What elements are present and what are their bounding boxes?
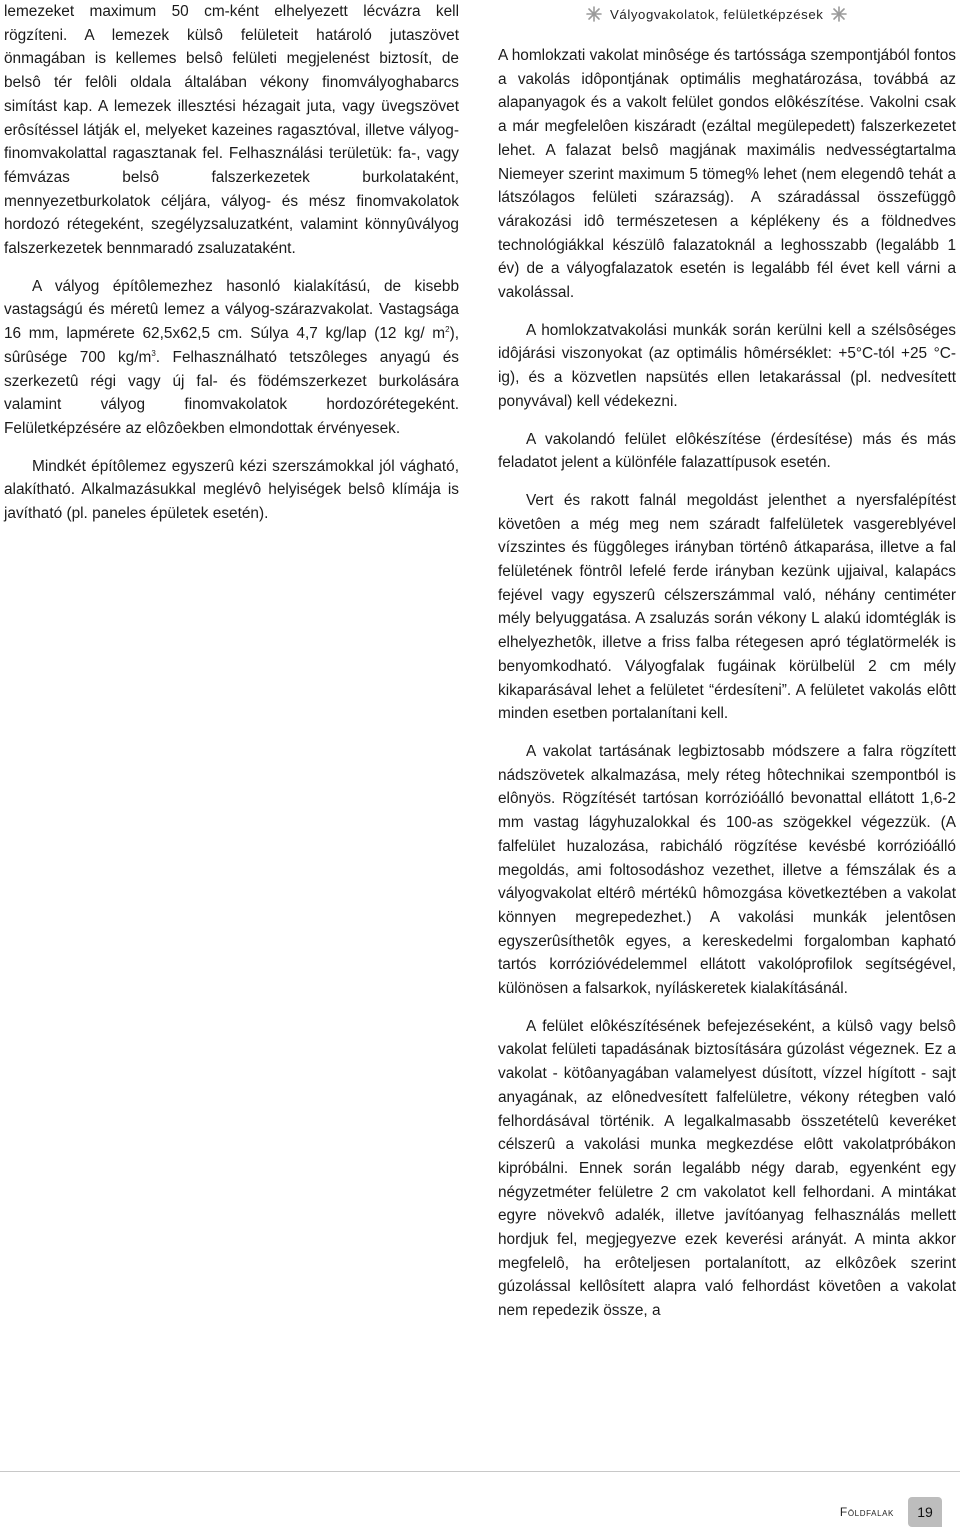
left-paragraph-3: Mindkét építôlemez egyszerû kézi szerszámokkal jól vágható, alakítható. Alkalmazásukkal meglévô helyiségek belsô klímája is javítható (pl. paneles épületek esetén). [4, 457, 459, 523]
left-column [4, 0, 459, 540]
snowflake-icon [586, 6, 602, 22]
section-heading [586, 6, 866, 22]
section-title: Vályogvakolatok, felületképzések [610, 6, 824, 22]
right-paragraph-3: A vakolandó felület elôkészítése (érdesítése) más és más feladatot jelent a különféle falazattípusok esetén. [498, 430, 956, 472]
page-footer [840, 1497, 942, 1527]
left-paragraph-2-part-a: A vályog építôlemezhez hasonló kialakítású, de kisebb vastagságú és méretû lemez a vályog-szárazvakolat. Vastagsága 16 mm, lapmérete 62,5x62,5 cm. Súlya 4,7 kg/lap (12 kg/ m [4, 277, 459, 343]
left-paragraph-2 [4, 275, 459, 441]
page-number-badge [908, 1497, 942, 1527]
left-paragraph-2-part-c: . Felhasználható tetszôleges anyagú és szerkezetû régi vagy új fal- és födémszerkezet burkolására valamint vályog finomvakolatok hordozórétegeként. Felületképzésére az elôzôekben elmondottak érvényesek. [4, 348, 459, 437]
snowflake-icon [831, 6, 847, 22]
right-paragraph-2: A homlokzatvakolási munkák során kerülni kell a szélsôséges idôjárási viszonyokat (az optimális hômérséklet: +5°C-tól +25 °C-ig), és a közvetlen napsütés ellen letakarással (pl. nedvesített ponyvával) kell védekezni. [498, 321, 956, 410]
left-paragraph-2-part-b: ), sûrûsége 700 kg/m [4, 325, 459, 366]
superscript-2: 2 [445, 325, 450, 335]
page-number: 19 [917, 1504, 933, 1520]
footer-divider [0, 1471, 960, 1472]
right-paragraph-6: A felület elôkészítésének befejezéseként, a külsô vagy belsô vakolat felületi tapadásának biztosítására gúzolást végeznek. Ez a vakolat - kötôanyagában valamelyest dúsított, vízzel hígított - sajt anyagának, az elônedvesített falfelületre, vékony rétegben való felhordásával történik. A legalkalmasabb összetételû keveréket célszerû a vakolási munka megkezdése elôtt vakolatpróbákon kipróbálni. Ennek során legalább négy darab, egyenként egy négyzetméter felületre 2 cm vakolatot kell felhordani. A mintákat egyre növekvô adalék, illetve javítóanyag felhasználás mellett hordjuk fel, megjegyezve ezek keverési arányát. A minta akkor megfelelô, ha erôteljesen portalanított, az elkôzôek szerint gúzolással kellôsített alapra való felhordást követôen a vakolat nem repedezik össze, a [498, 1017, 956, 1320]
right-paragraph-1: A homlokzati vakolat minôsége és tartóssága szempontjából fontos a vakolás idôpontjának optimális meghatározása, továbbá az alapanyagok és a vakolt felület gondos elôkészítése. Vakolni csak a már megfelelôen kiszáradt (ezáltal megülepedett) falszerkezetet lehet. A falazat belsô magjának maximális nedvességtartalma Niemeyer szerint maximum 5 tömeg% lehet (nem elegendô tehát a látszólagos felületi szárazság). A száradással összefüggô várakozási idô természetesen a képlékeny és a földnedves technológiákkal készülô falazatoknál a leghosszabb (legalább 1 év) de a vályogfalazatok esetén is legalább fél évet kell várni a vakolással. [498, 47, 956, 302]
journal-name: Földfalak [839, 1505, 894, 1519]
left-paragraph-1: lemezeket maximum 50 cm-ként elhelyezett lécvázra kell rögzíteni. A lemezek külsô felületeit határoló jutaszövet önmagában is kellemes belsô felületi megjelenést biztosít, de belsô tér felôli oldala általában vékony finomvályoghabarcs simítást kap. A lemezek illesztési hézagait juta, vagy üvegszövet erôsítéssel látják el, melyeket kazeines ragasztóval, illetve vályog-finomvakolattal ragasztanak fel. Felhasználási területük: fa-, vagy fémvázas belsô falszerkezetek burkolataként, mennyezetburkolatok céljára, vályog- és mész finomvakolatok hordozó rétegeként, szegélyzsaluzatként, valamint könnyûvályog falszerkezetek bennmaradó zsaluzataként. [4, 3, 459, 258]
superscript-3: 3 [151, 348, 156, 358]
right-paragraph-5: A vakolat tartásának legbiztosabb módszere a falra rögzített nádszövetek alkalmazása, mely réteg hôtechnikai szempontból is elônyös. Rögzítését tartósan korrózióálló bevonattal ellátott 1,6-2 mm vastag lágyhuzalokkal és 100-as szögekkel végezzük. (A falfelület huzalozása, rabicháló rögzítése kevésbé korrózióálló megoldás, ami foltosodáshoz vezethet, illetve a fémszálak és a vályogvakolat eltérô mértékû hômozgása következtében a vakolat könnyen megrepedezhet.) A vakolási munkák jelentôsen egyszerûsíthetôk egyes, a kereskedelmi forgalomban kapható tartós korrózióvédelemmel ellátott vakolóprofilok segítségével, különösen a falsarkok, nyíláskeretek kialakításánál. [498, 742, 956, 998]
right-paragraph-4: Vert és rakott falnál megoldást jelenthet a nyersfalépítést követôen a még meg nem száradt falfelületek vasgereblyével vízszintes és függôleges irányban történô átkaparása, illetve a fal felületének föntrôl lefelé ferde irányban kezünk ujjaival, kalapács fejével vagy egyszerû célszerszámmal való, néhány centiméter mély belyuggatása. A zsaluzás során vékony L alakú idomtéglák is elhelyezhetôk, illetve a friss falba rétegesen apró téglatörmelék is benyomkodható. Vályogfalak fugáinak körülbelül 2 cm mély kikaparásával lehet a felületet “érdesíteni”. A felületet vakolás elôtt minden esetben portalanítani kell. [498, 491, 956, 723]
